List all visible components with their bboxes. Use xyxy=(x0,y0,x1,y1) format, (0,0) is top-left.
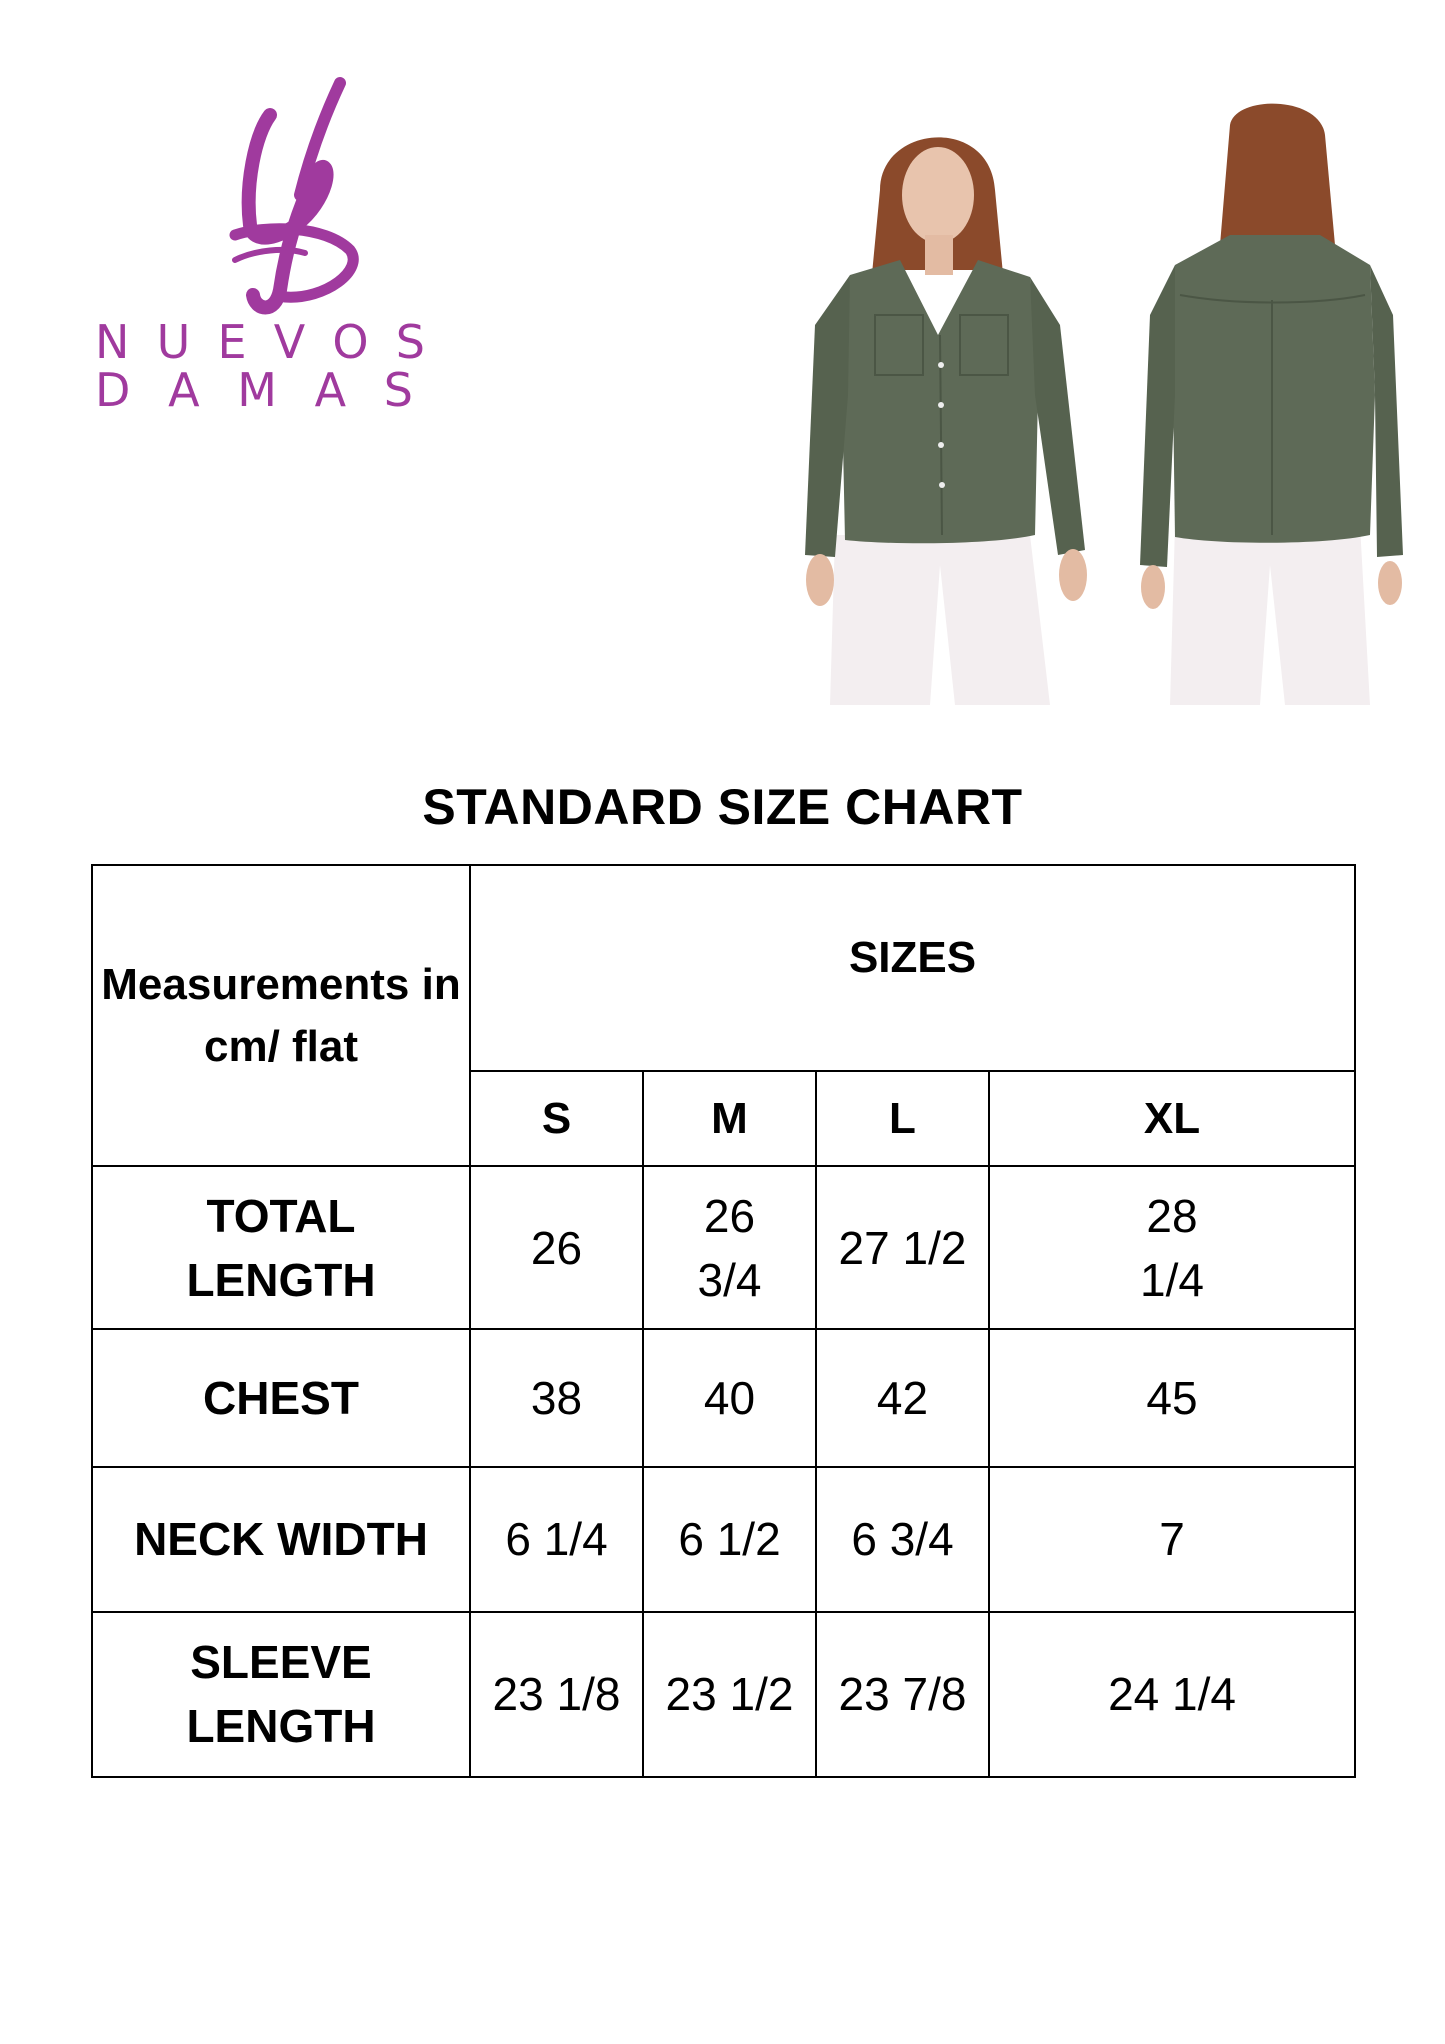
table-row xyxy=(92,1329,1355,1466)
value-cell: 23 7/8 xyxy=(816,1612,989,1777)
table-header-row xyxy=(92,865,1355,1071)
table-row xyxy=(92,1612,1355,1777)
brand-name-line-1 xyxy=(95,315,425,369)
brand-letter: A xyxy=(314,363,347,417)
value-cell: 23 1/2 xyxy=(643,1612,816,1777)
brand-letter: U xyxy=(156,315,191,369)
brand-letter: V xyxy=(273,315,306,369)
value-cell: 42 xyxy=(816,1329,989,1466)
value-cell: 6 3/4 xyxy=(816,1467,989,1612)
row-label-neck-width: NECK WIDTH xyxy=(92,1467,470,1612)
brand-letter: N xyxy=(95,315,130,369)
size-chart-table xyxy=(91,864,1356,1778)
brand-letter: S xyxy=(395,315,425,369)
value-cell: 7 xyxy=(989,1467,1355,1612)
brand-letter: S xyxy=(383,363,413,417)
value-cell: 23 1/8 xyxy=(470,1612,643,1777)
table-row xyxy=(92,1467,1355,1612)
value-cell: 45 xyxy=(989,1329,1355,1466)
product-photo-front xyxy=(790,95,1090,705)
brand-letter: A xyxy=(168,363,200,417)
table-row xyxy=(92,1166,1355,1329)
row-label-chest: CHEST xyxy=(92,1329,470,1466)
value-cell: 6 1/2 xyxy=(643,1467,816,1612)
brand-letter: M xyxy=(237,363,277,417)
size-chart-title: STANDARD SIZE CHART xyxy=(422,779,1023,835)
brand-letter: O xyxy=(332,315,369,369)
size-header-xl: XL xyxy=(989,1071,1355,1166)
logo-monogram-icon xyxy=(175,75,375,325)
measurements-header-label: Measurements in cm/ flat xyxy=(101,960,461,1071)
brand-logo xyxy=(95,75,425,415)
value-cell: 40 xyxy=(643,1329,816,1466)
value-cell: 24 1/4 xyxy=(989,1612,1355,1777)
brand-letter: D xyxy=(95,363,131,417)
size-header-l: L xyxy=(816,1071,989,1166)
brand-letter: E xyxy=(217,315,247,369)
value-cell: 26 xyxy=(470,1166,643,1329)
value-cell: 26 3/4 xyxy=(697,1189,762,1306)
value-cell: 27 1/2 xyxy=(816,1166,989,1329)
value-cell: 6 1/4 xyxy=(470,1467,643,1612)
value-cell: 38 xyxy=(470,1329,643,1466)
measurements-header xyxy=(92,865,470,1166)
brand-name-line-2 xyxy=(95,363,413,417)
size-header-m: M xyxy=(643,1071,816,1166)
row-label-sleeve-length: SLEEVE LENGTH xyxy=(186,1636,376,1753)
size-header-s: S xyxy=(470,1071,643,1166)
sizes-group-label: SIZES xyxy=(848,933,977,983)
value-cell: 28 1/4 xyxy=(1140,1189,1204,1306)
product-photo-back xyxy=(1135,95,1405,705)
sizes-group-header xyxy=(470,865,1355,1071)
row-label-total-length: TOTAL LENGTH xyxy=(186,1189,376,1306)
